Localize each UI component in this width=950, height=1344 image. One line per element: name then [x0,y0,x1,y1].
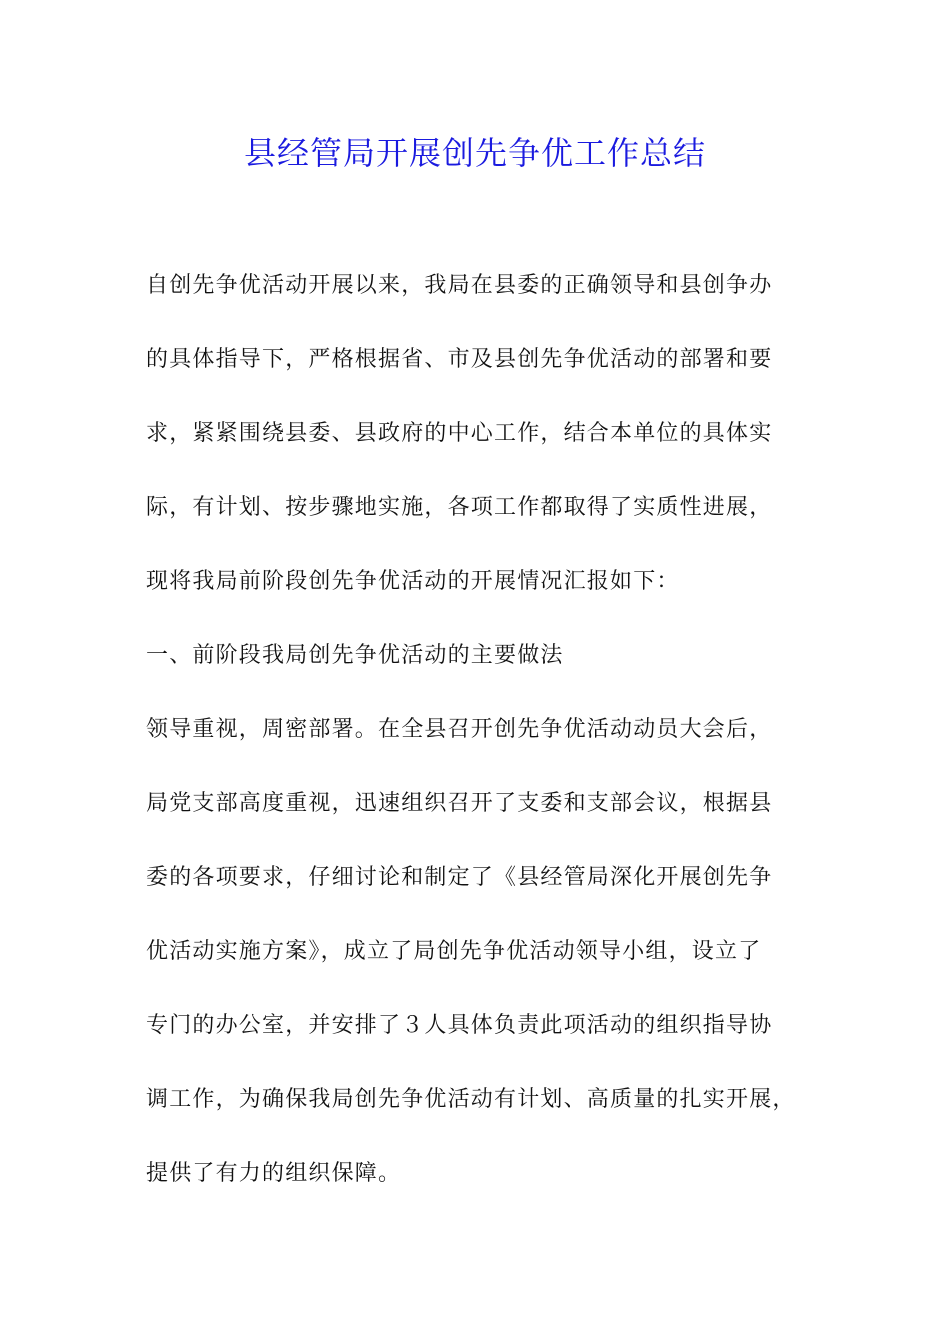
body-line: 领导重视，周密部署。在全县召开创先争优活动动员大会后， [146,717,773,742]
body-line: 际，有计划、按步骤地实施，各项工作都取得了实质性进展， [146,495,773,520]
body-line: 求，紧紧围绕县委、县政府的中心工作，结合本单位的具体实 [146,421,773,446]
body-line: 优活动实施方案》，成立了局创先争优活动领导小组，设立了 [146,939,762,964]
body-line: 局党支部高度重视，迅速组织召开了支委和支部会议，根据县 [146,791,773,816]
section-heading: 一、前阶段我局创先争优活动的主要做法 [146,643,564,668]
body-line: 提供了有力的组织保障。 [146,1161,402,1186]
body-line: 自创先争优活动开展以来，我局在县委的正确领导和县创争办 [146,273,773,298]
body-line: 现将我局前阶段创先争优活动的开展情况汇报如下： [146,569,680,594]
body-line: 委的各项要求，仔细讨论和制定了《县经管局深化开展创先争 [146,865,773,890]
body-line: 专门的办公室，并安排了３人具体负责此项活动的组织指导协 [146,1013,773,1038]
body-line: 的具体指导下，严格根据省、市及县创先争优活动的部署和要 [146,347,773,372]
document-title: 县经管局开展创先争优工作总结 [243,134,706,172]
body-line: 调工作，为确保我局创先争优活动有计划、高质量的扎实开展， [146,1087,796,1112]
